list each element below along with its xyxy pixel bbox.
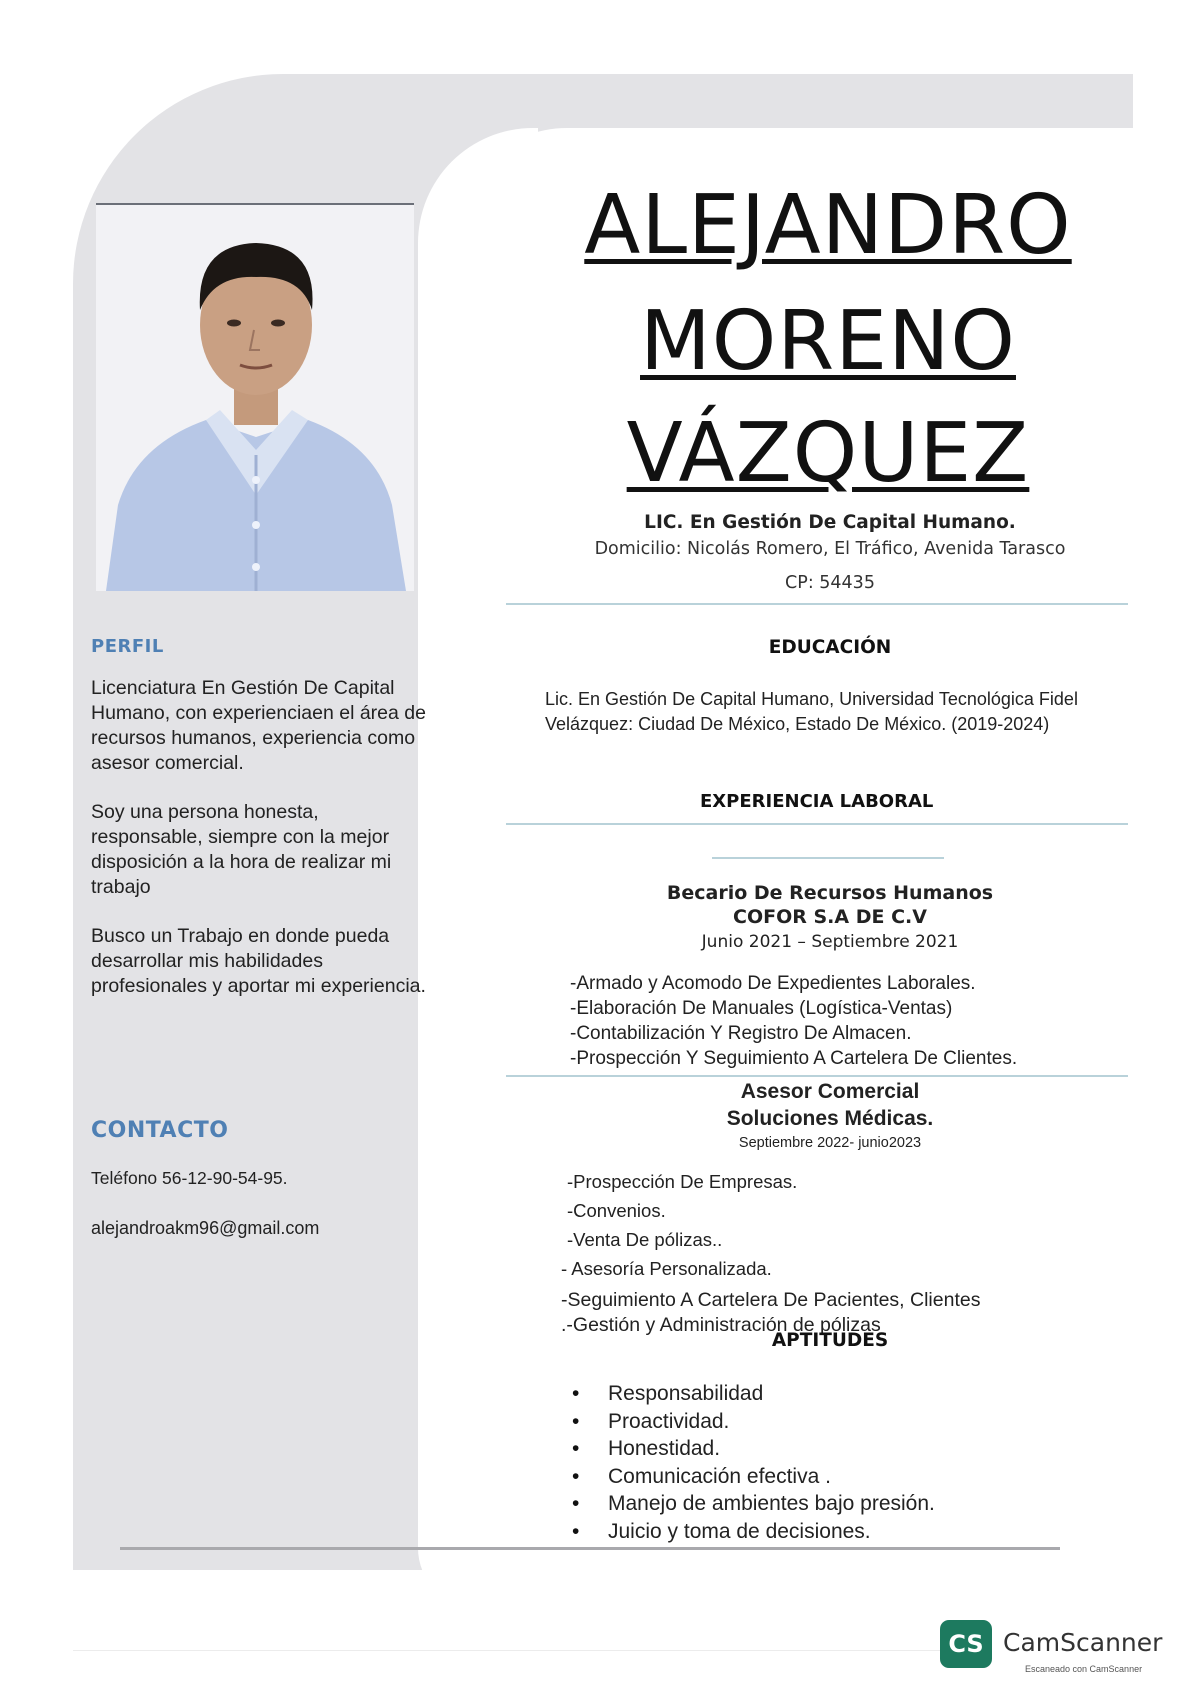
- contact-heading: CONTACTO: [91, 1118, 229, 1143]
- job-1-dates: Junio 2021 – Septiembre 2021: [701, 932, 959, 952]
- education-line-1: Lic. En Gestión De Capital Humano, Universidad Tecnológica Fidel: [545, 689, 1078, 709]
- email-link[interactable]: alejandroakm96@gmail.com: [91, 1218, 320, 1238]
- divider: [506, 1075, 1128, 1077]
- profile-paragraph-1: Licenciatura En Gestión De Capital Humano, con experienciaen el área de recursos humanos, experiencia como asesor comercial.: [91, 677, 426, 774]
- bottom-divider: [120, 1547, 1060, 1550]
- education-heading: EDUCACIÓN: [768, 637, 892, 658]
- job-2-task: .-Gestión y Administración de pólizas: [561, 1314, 881, 1336]
- camscanner-brand: CamScanner: [1003, 1628, 1163, 1657]
- job-2-task: - Asesoría Personalizada.: [561, 1258, 772, 1279]
- skill-item: • Comunicación efectiva .: [568, 1463, 1048, 1491]
- skills-list: [568, 1380, 1048, 1545]
- page-edge-line: [73, 1650, 973, 1651]
- name-middle: MORENO: [640, 294, 1016, 389]
- education-line-2: Velázquez: Ciudad De México, Estado De México. (2019-2024): [545, 714, 1050, 734]
- skill-item: • Proactividad.: [568, 1408, 1048, 1436]
- camscanner-subtext: Escaneado con CamScanner: [1025, 1664, 1143, 1674]
- job-2-title: Asesor Comercial: [740, 1080, 920, 1103]
- professional-title: LIC. En Gestión De Capital Humano.: [644, 512, 1016, 533]
- experience-heading: EXPERIENCIA LABORAL: [700, 791, 934, 812]
- job-2-dates: Septiembre 2022- junio2023: [738, 1135, 922, 1151]
- skill-item: • Manejo de ambientes bajo presión.: [568, 1490, 1048, 1518]
- job-2-task: -Seguimiento A Cartelera De Pacientes, Clientes: [561, 1289, 981, 1311]
- postal-code: CP: 54435: [785, 573, 875, 593]
- profile-paragraph-2: Soy una persona honesta, responsable, siempre con la mejor disposición a la hora de realizar mi trabajo: [91, 801, 392, 898]
- skills-heading: APTITUDES: [771, 1330, 889, 1351]
- job-1-title: Becario De Recursos Humanos: [666, 882, 994, 904]
- profile-paragraph-3: Busco un Trabajo en donde pueda desarrollar mis habilidades profesionales y aportar mi experiencia.: [91, 925, 426, 997]
- divider-short: [712, 857, 944, 859]
- skill-item: • Honestidad.: [568, 1435, 1048, 1463]
- name-first: ALEJANDRO: [584, 178, 1072, 273]
- address-text: Domicilio: Nicolás Romero, El Tráfico, Avenida Tarasco: [594, 539, 1066, 559]
- job-2-task: -Venta De pólizas..: [567, 1229, 723, 1250]
- skill-item: • Responsabilidad: [568, 1380, 1048, 1408]
- camscanner-logo-icon: CS: [940, 1620, 992, 1668]
- phone-text: Teléfono 56-12-90-54-95.: [91, 1168, 288, 1188]
- divider: [506, 603, 1128, 605]
- job-1-company: COFOR S.A DE C.V: [733, 906, 927, 928]
- profile-photo: [96, 203, 414, 591]
- job-1-task: -Prospección Y Seguimiento A Cartelera De Clientes.: [570, 1048, 1018, 1069]
- job-1-task: -Armado y Acomodo De Expedientes Laborales.: [570, 973, 976, 994]
- job-2-company: Soluciones Médicas.: [726, 1107, 934, 1130]
- job-1-task: -Elaboración De Manuales (Logística-Ventas): [570, 998, 953, 1019]
- job-2-task: -Prospección De Empresas.: [567, 1171, 798, 1192]
- job-1-task: -Contabilización Y Registro De Almacen.: [570, 1023, 912, 1044]
- profile-heading: PERFIL: [91, 636, 164, 657]
- name-last: VÁZQUEZ: [626, 406, 1030, 501]
- skill-item: • Juicio y toma de decisiones.: [568, 1518, 1048, 1546]
- divider: [506, 823, 1128, 825]
- job-2-task: -Convenios.: [567, 1200, 666, 1221]
